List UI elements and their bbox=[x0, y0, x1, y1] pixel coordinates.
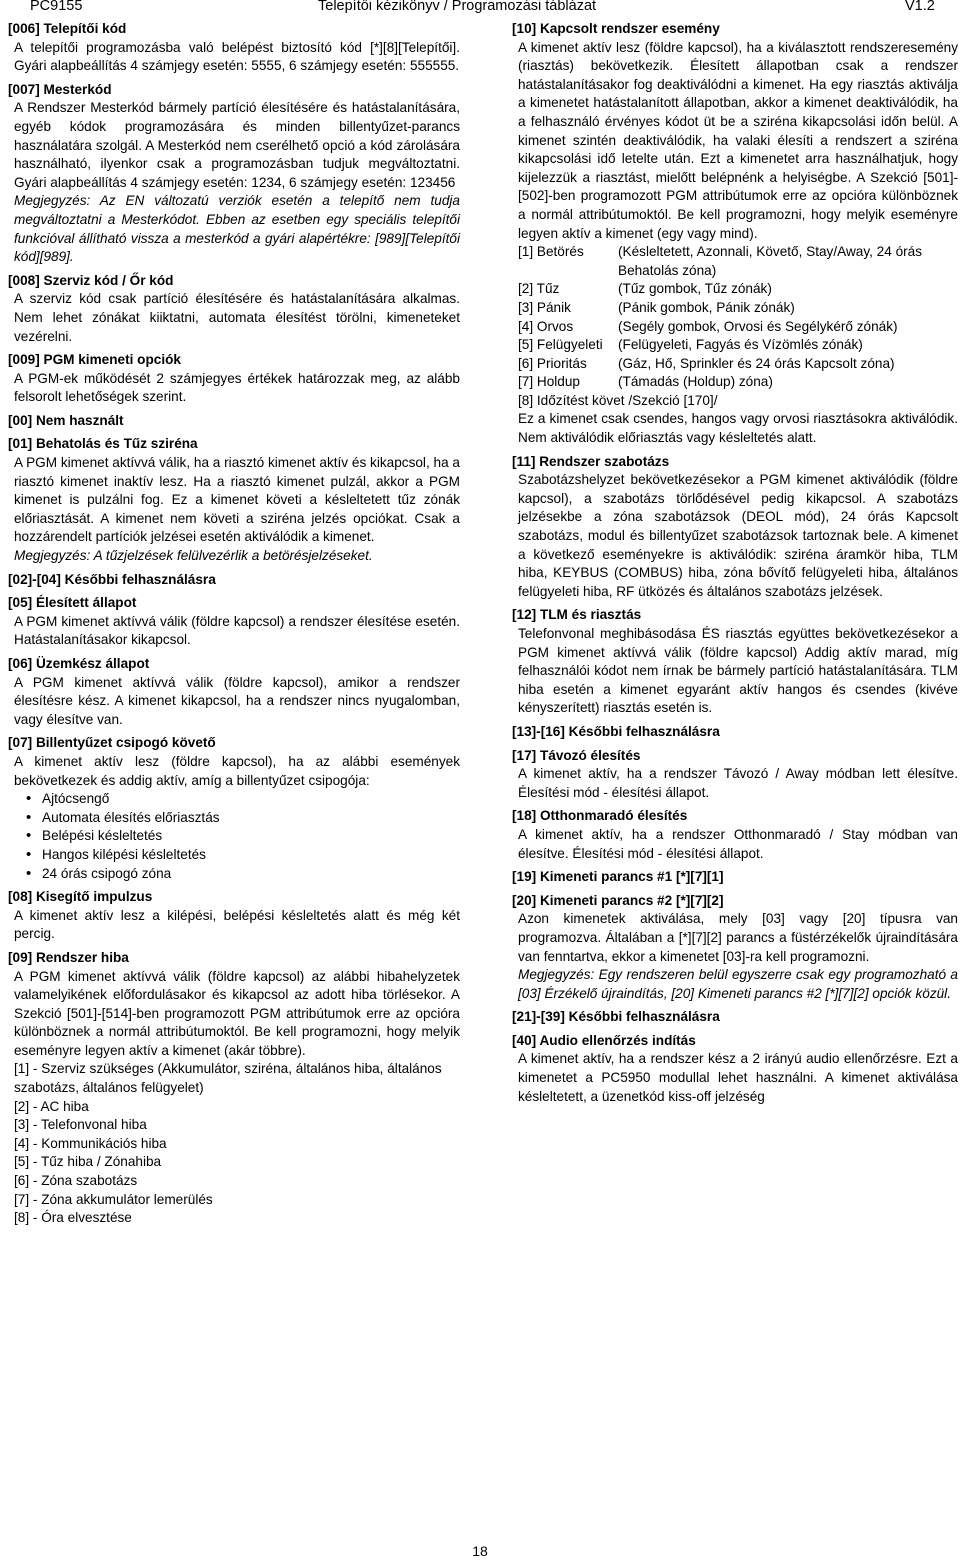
event-key: [7] Holdup bbox=[518, 374, 580, 390]
option-heading: [08] Kisegítő impulzus bbox=[8, 889, 153, 905]
option-text: Azon kimenetek aktiválása, mely [03] vagy [20] típusra van programozva. Általában a [*][7][2] parancs a füstérzékelők újraindítására van fenntartva, ekkor a kimenetet [03]-ra kell programozni. bbox=[518, 911, 958, 964]
section-text: A telepítői programozásba való belépést biztosító kód [*][8][Telepítői]. Gyári alapbeállítás 4 számjegy esetén: 5555, 6 számjegy esetén: 555555. bbox=[14, 39, 460, 74]
list-item: • Ajtócsengő bbox=[26, 790, 460, 809]
option-text: A PGM kimenet aktívvá válik (földre kapcsol), amikor a rendszer élesítésre kész. A kimenet kikapcsol, ha a rendszer nincs nyugalomban, vagy élesítve van. bbox=[14, 674, 460, 727]
option-11 bbox=[512, 453, 958, 602]
option-10 bbox=[512, 20, 958, 448]
event-key: [3] Pánik bbox=[518, 299, 571, 315]
option-09 bbox=[8, 949, 460, 1228]
option-note: Megjegyzés: A tűzjelzések felülvezérlik a betörésjelzéseket. bbox=[14, 548, 373, 564]
option-20 bbox=[512, 892, 958, 1004]
list-item: [6] - Zóna szabotázs bbox=[14, 1173, 138, 1189]
option-text: A kimenet aktív, ha a rendszer kész a 2 irányú audio ellenőrzésre. Ezt a kimenetet a PC5950 modullal lehet használni. A kimenet aktiválása késleltetett, a üzenetkód kiss-off jelzéség bbox=[518, 1051, 958, 1104]
option-07 bbox=[8, 734, 460, 883]
model-name: PC9155 bbox=[30, 0, 83, 14]
event-key: [5] Felügyeleti bbox=[518, 337, 603, 353]
option-text: A kimenet aktív lesz a kilépési, belépési késleltetés alatt és még két percig. bbox=[14, 907, 460, 942]
option-text: A PGM kimenet aktívvá válik (földre kapcsol) az alábbi hibahelyzetek valamelyikének előfordulásakor és kikapcsol az adott hiba törlésekor. A Szekció [501]-[514]-ben programozott PGM attribútumok erre az opcióra különböznek a normál attribútumoktól. Be kell programozni, hogy melyik eseményre legyen aktív a kimenet (akár többre). bbox=[14, 968, 460, 1058]
event-key: [6] Prioritás bbox=[518, 355, 587, 371]
option-text: Ez a kimenet csak csendes, hangos vagy orvosi riasztásokra aktiválódik. Nem aktiválódik előriasztás vagy késleltetés alatt. bbox=[518, 411, 958, 446]
right-column bbox=[512, 20, 958, 1111]
list-item: [2] - AC hiba bbox=[14, 1098, 89, 1114]
event-row bbox=[512, 318, 958, 337]
option-12 bbox=[512, 606, 958, 718]
list-item: • Hangos kilépési késleltetés bbox=[26, 846, 460, 865]
option-18 bbox=[512, 807, 958, 863]
page-number: 18 bbox=[472, 1543, 488, 1559]
option-heading: [01] Behatolás és Tűz sziréna bbox=[8, 436, 198, 452]
document-title: Telepítői kézikönyv / Programozási táblázat bbox=[318, 0, 597, 14]
option-19 bbox=[512, 868, 958, 887]
option-heading: [17] Távozó élesítés bbox=[512, 747, 641, 763]
list-item: [8] - Óra elvesztése bbox=[14, 1210, 132, 1226]
option-heading: [18] Otthonmaradó élesítés bbox=[512, 808, 688, 824]
event-desc: (Segély gombok, Orvosi és Segélykérő zónák) bbox=[618, 318, 898, 334]
page-header bbox=[0, 0, 960, 20]
left-column bbox=[8, 20, 460, 1233]
list-item: • 24 órás csipogó zóna bbox=[26, 865, 460, 884]
option-heading: [11] Rendszer szabotázs bbox=[512, 453, 670, 469]
event-key: [4] Orvos bbox=[518, 318, 574, 334]
option-heading: [07] Billentyűzet csipogó követő bbox=[8, 735, 216, 751]
bullet-list bbox=[8, 790, 460, 883]
event-row: [8] Időzítést követ /Szekció [170]/ bbox=[518, 392, 718, 408]
section-text: A szerviz kód csak partíció élesítésére és hatástalanítására alkalmas. Nem lehet zónákat kiiktatni, automata élesítést törölni, kimeneteket vezérelni. bbox=[14, 291, 460, 344]
option-00 bbox=[8, 412, 460, 431]
event-desc: (Késleltetett, Azonnali, Követő, Stay/Away, 24 órás Behatolás zóna) bbox=[618, 244, 923, 278]
option-text: A kimenet aktív lesz (földre kapcsol), ha a kiválasztott rendszeresemény (riasztás) bekövetkezik. Élesített állapotban csak a rendszer hatástalanításakor fog deaktiválódni a kimenet. Ha egy riasztás aktiválja a kimenetet hatástalanított állapotban, akkor a kimenet deaktiválódik, ha a felhasználó érvényes kódot üt be a sziréna kikapcsolási időn belül. A kimenet szintén deaktiválódik, ha valaki élesíti a rendszert a sziréna kikapcsolási idő letelte után. Ezt a kimenetet arra használhatjuk, hogy kijelezzük a riasztást, mielőtt belépnénk a helyiségbe. A Szekció [501]-[502]-ben programozott PGM attribútumok erre az opcióra különböznek a normál attribútumoktól. Be kell programozni, hogy melyik eseményre legyen aktív a kimenet (egy vagy mind). bbox=[518, 39, 958, 241]
event-row bbox=[512, 355, 958, 374]
section-note: Megjegyzés: Az EN változatú verziók esetén a telepítő nem tudja megváltoztatni a Mesterkódot. Ebben az esetben egy speciális telepítői funkcióval állítható vissza a mesterkód a gyári alapértékre: [989][Telepítői kód][989]. bbox=[14, 193, 460, 265]
event-row bbox=[512, 299, 958, 318]
option-heading: [06] Üzemkész állapot bbox=[8, 656, 150, 671]
list-item: [4] - Kommunikációs hiba bbox=[14, 1135, 167, 1151]
event-row bbox=[512, 373, 958, 392]
option-08 bbox=[8, 888, 460, 944]
option-17 bbox=[512, 747, 958, 803]
option-13-16 bbox=[512, 723, 958, 742]
option-text: A kimenet aktív, ha a rendszer Otthonmaradó / Stay módban van élesítve. Élesítési mód - élesítési állapot. bbox=[518, 826, 958, 861]
option-heading: [10] Kapcsolt rendszer esemény bbox=[512, 21, 720, 36]
option-note: Megjegyzés: Egy rendszeren belül egyszerre csak egy programozható a [03] Érzékelő újraindítás, [20] Kimeneti parancs #2 [*][7][2] opciók közül. bbox=[518, 967, 958, 1001]
section-009 bbox=[8, 351, 460, 407]
section-008 bbox=[8, 272, 460, 346]
option-01 bbox=[8, 435, 460, 565]
option-heading: [13]-[16] Későbbi felhasználásra bbox=[512, 723, 720, 739]
version-label: V1.2 bbox=[905, 0, 935, 14]
option-text: Szabotázshelyzet bekövetkezésekor a PGM kimenet aktiválódik (földre kapcsol), a szabotázs törlődésével pedig kikapcsol. A szabotázs jelzésekbe a zóna szabotázsok (DEOL mód), 24 órás Kapcsolt szabotázs, modul és billentyűzet szabotázsok tartoznak bele. A kimenet a következő eseményekre is aktiválódik: sziréna áramkör hiba, TLM hiba, KEYBUS (COMBUS) hiba, zóna bővítő felügyeleti hiba, általános felügyeleti hiba, RF ütközés és általános szabotázs jelzések. bbox=[518, 472, 958, 599]
option-text: A kimenet aktív, ha a rendszer Távozó / Away módban lett élesítve. Élesítési mód - élesítési állapot. bbox=[518, 766, 958, 800]
option-heading: [09] Rendszer hiba bbox=[8, 949, 129, 965]
option-06 bbox=[8, 655, 460, 729]
event-row bbox=[512, 336, 958, 355]
option-heading: [40] Audio ellenőrzés indítás bbox=[512, 1032, 696, 1048]
option-heading: [00] Nem használt bbox=[8, 412, 124, 428]
event-desc: (Pánik gombok, Pánik zónák) bbox=[618, 299, 795, 315]
event-desc: (Gáz, Hő, Sprinkler és 24 órás Kapcsolt zóna) bbox=[618, 355, 895, 371]
list-item: [3] - Telefonvonal hiba bbox=[14, 1117, 147, 1133]
event-row bbox=[512, 280, 958, 299]
option-heading: [20] Kimeneti parancs #2 [*][7][2] bbox=[512, 892, 724, 908]
event-desc: (Támadás (Holdup) zóna) bbox=[618, 374, 773, 390]
option-05 bbox=[8, 594, 460, 650]
option-heading: [19] Kimeneti parancs #1 [*][7][1] bbox=[512, 869, 724, 885]
list-item: [5] - Tűz hiba / Zónahiba bbox=[14, 1154, 162, 1170]
section-heading: [009] PGM kimeneti opciók bbox=[8, 352, 181, 368]
section-heading: [006] Telepítői kód bbox=[8, 21, 127, 36]
list-item: [1] - Szerviz szükséges (Akkumulátor, sziréna, általános hiba, általános szabotázs, általános felügyelet) bbox=[14, 1061, 442, 1096]
event-key: [1] Betörés bbox=[518, 244, 584, 260]
section-heading: [007] Mesterkód bbox=[8, 81, 112, 97]
event-row bbox=[512, 243, 958, 280]
event-desc: (Tűz gombok, Tűz zónák) bbox=[618, 281, 772, 297]
section-006 bbox=[8, 20, 460, 76]
option-40 bbox=[512, 1032, 958, 1106]
event-key: [2] Tűz bbox=[518, 281, 560, 297]
option-text: A PGM kimenet aktívvá válik, ha a riasztó kimenet aktív és kikapcsol, ha a riasztó kimenet inaktív lesz. Ha a riasztó kimenet pulzál, akkor a PGM kimenet is pulzálni fog. Ez a kimenet követi a késleltetett tűz zónák előriasztását. A kimenet nem követi a sziréna jelzés opciókat. Csak a hozzárendelt partíciók jelzései esetén aktiválódik a kimenet. bbox=[14, 455, 460, 545]
option-heading: [12] TLM és riasztás bbox=[512, 607, 642, 623]
option-heading: [21]-[39] Későbbi felhasználásra bbox=[512, 1009, 720, 1025]
option-heading: [05] Élesített állapot bbox=[8, 595, 137, 611]
section-text: A PGM-ek működését 2 számjegyes értékek határozzak meg, az alább felsorolt lehetőségek szerint. bbox=[14, 370, 460, 405]
section-007 bbox=[8, 81, 460, 267]
option-02-04 bbox=[8, 571, 460, 590]
list-item: • Automata élesítés előriasztás bbox=[26, 809, 460, 828]
list-item: [7] - Zóna akkumulátor lemerülés bbox=[14, 1191, 213, 1207]
section-text: A Rendszer Mesterkód bármely partíció élesítésére és hatástalanítására, egyéb kódok programozására és minden billentyűzet-parancs használatára szolgál. A Mesterkód nem cserélhető opció a kód zárolására használható, ilyenkor csak a programozásban tudjuk megváltoztatni. Gyári alapbeállítás 4 számjegy esetén: 1234, 6 számjegy esetén: 123456 bbox=[14, 100, 460, 190]
option-21-39 bbox=[512, 1008, 958, 1027]
event-desc: (Felügyeleti, Fagyás és Vízömlés zónák) bbox=[618, 337, 863, 353]
section-heading: [008] Szerviz kód / Őr kód bbox=[8, 272, 174, 288]
option-text: A PGM kimenet aktívvá válik (földre kapcsol) a rendszer élesítése esetén. Hatástalanításakor kikapcsol. bbox=[14, 613, 460, 648]
list-item: • Belépési késleltetés bbox=[26, 827, 460, 846]
option-text: A kimenet aktív lesz (földre kapcsol), ha az alábbi események bekövetkezek és addig aktív, amíg a billentyűzet csipogója: bbox=[14, 753, 460, 788]
option-heading: [02]-[04] Későbbi felhasználásra bbox=[8, 571, 216, 587]
option-text: Telefonvonal meghibásodása ÉS riasztás együttes bekövetkezésekor a PGM kimenet aktívvá válik (földre kapcsol) Addig aktív marad, míg felhasználói kódot nem írnak be bármely partíció hatástalanítására. TLM hiba esetén a kimenet egyaránt aktív hangos és csendes (kivéve kényszerített) riasztás esetén is. bbox=[518, 626, 958, 716]
